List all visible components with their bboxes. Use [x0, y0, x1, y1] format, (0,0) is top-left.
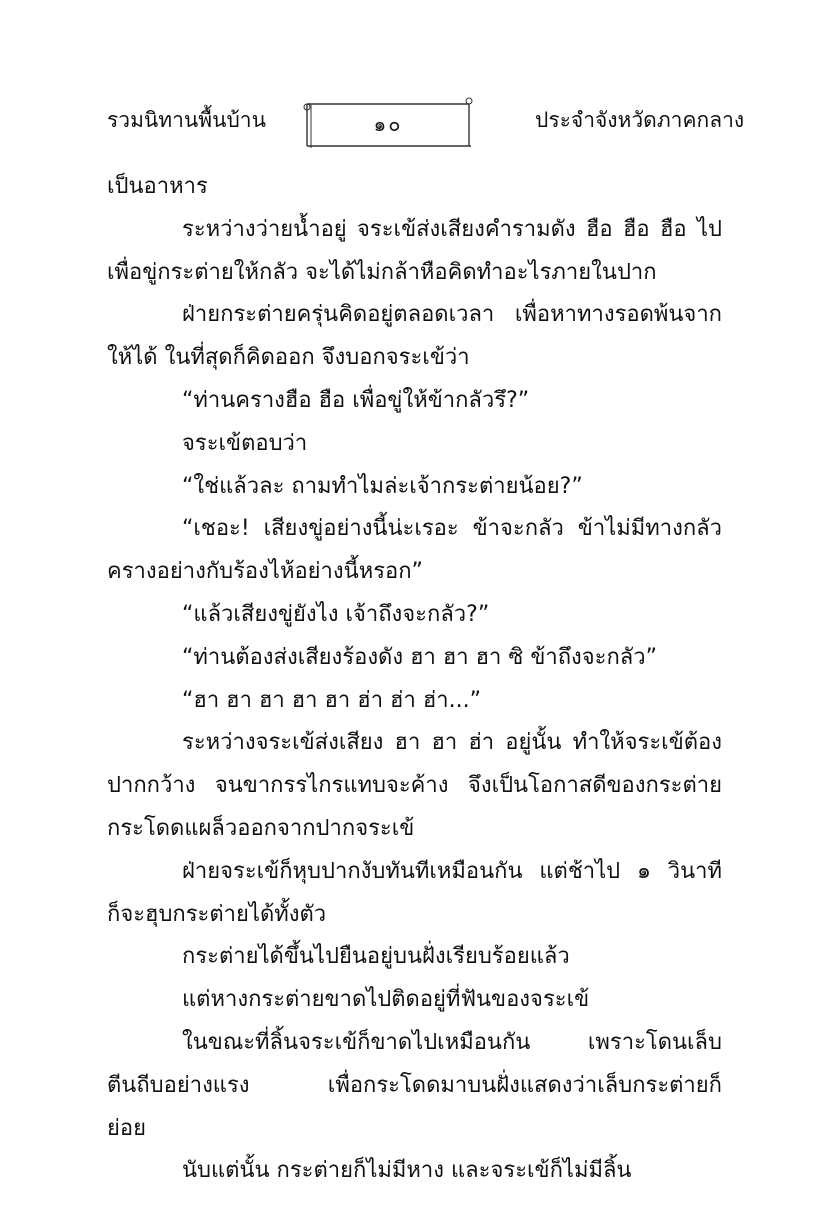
- text-line: เป็นอาหาร: [107, 174, 208, 199]
- text-line: ระหว่างจระเข้ส่งเสียง ฮา ฮา ฮ่า อยู่นั้น ทำให้จระเข้ต้อง: [182, 730, 722, 756]
- text-line: ปากกว้าง จนขากรรไกรแทบจะค้าง จึงเป็นโอกาสดีของกระต่าย: [107, 773, 722, 799]
- text-line: “ใช่แล้วละ ถามทำไมล่ะเจ้ากระต่ายน้อย?”: [182, 473, 583, 499]
- text-line: นับแต่นั้น กระต่ายก็ไม่มีหาง และจระเข้ก็ไม่มีลิ้น: [182, 1158, 632, 1184]
- text-line: ระหว่างว่ายน้ำอยู่ จระเข้ส่งเสียงคำรามดัง ฮือ ฮือ ฮือ ไป: [182, 216, 722, 242]
- text-line: ฝ่ายจระเข้ก็หุบปากงับทันทีเหมือนกัน แต่ช้าไป ๑ วินาที: [182, 858, 722, 884]
- text-line: ในขณะที่ลิ้นจระเข้ก็ขาดไปเหมือนกัน เพราะโดนเล็บ: [182, 1029, 722, 1055]
- text-line: ครางอย่างกับร้องไห้อย่างนี้หรอก”: [107, 559, 423, 585]
- text-line: กระต่ายได้ขึ้นไปยืนอยู่บนฝั่งเรียบร้อยแล้ว: [182, 944, 570, 970]
- text-line: กระโดดแผล็วออกจากปากจระเข้: [107, 815, 415, 841]
- page-number-scroll: [303, 96, 473, 148]
- text-line: ก็จะฮุบกระต่ายได้ทั้งตัว: [107, 901, 327, 927]
- running-header-subtitle: ประจำจังหวัดภาคกลาง: [535, 108, 745, 132]
- text-line: “แล้วเสียงขู่ยังไง เจ้าถึงจะกลัว?”: [182, 601, 490, 627]
- text-line: “ท่านต้องส่งเสียงร้องดัง ฮา ฮา ฮา ซิ ข้าถึงจะกลัว”: [182, 644, 658, 670]
- text-line: ให้ได้ ในที่สุดก็คิดออก จึงบอกจระเข้ว่า: [107, 345, 470, 371]
- story-body: [107, 166, 722, 1193]
- text-line: ตีนถีบอย่างแรง เพื่อกระโดดมาบนฝั่งแสดงว่าเล็บกระต่ายก็: [107, 1072, 722, 1098]
- text-line: “ท่านครางฮือ ฮือ เพื่อขู่ให้ข้ากลัวรึ?”: [182, 387, 530, 413]
- text-line: “ฮา ฮา ฮา ฮา ฮา ฮ่า ฮ่า ฮ่า...”: [182, 687, 481, 713]
- text-line: เพื่อขู่กระต่ายให้กลัว จะได้ไม่กล้าหือคิดทำอะไรภายในปาก: [107, 259, 657, 285]
- text-line: จระเข้ตอบว่า: [182, 430, 308, 456]
- running-header-title: รวมนิทานพื้นบ้าน: [107, 108, 266, 132]
- text-line: แต่หางกระต่ายขาดไปติดอยู่ที่ฟันของจระเข้: [182, 987, 590, 1013]
- text-line: “เชอะ! เสียงขู่อย่างนี้น่ะเรอะ ข้าจะกลัว ข้าไม่มีทางกลัว: [182, 516, 722, 542]
- page-number: ๑๐: [373, 112, 403, 136]
- text-line: ย่อย: [107, 1115, 146, 1141]
- text-line: ฝ่ายกระต่ายครุ่นคิดอยู่ตลอดเวลา เพื่อหาทางรอดพ้นจาก: [182, 302, 722, 328]
